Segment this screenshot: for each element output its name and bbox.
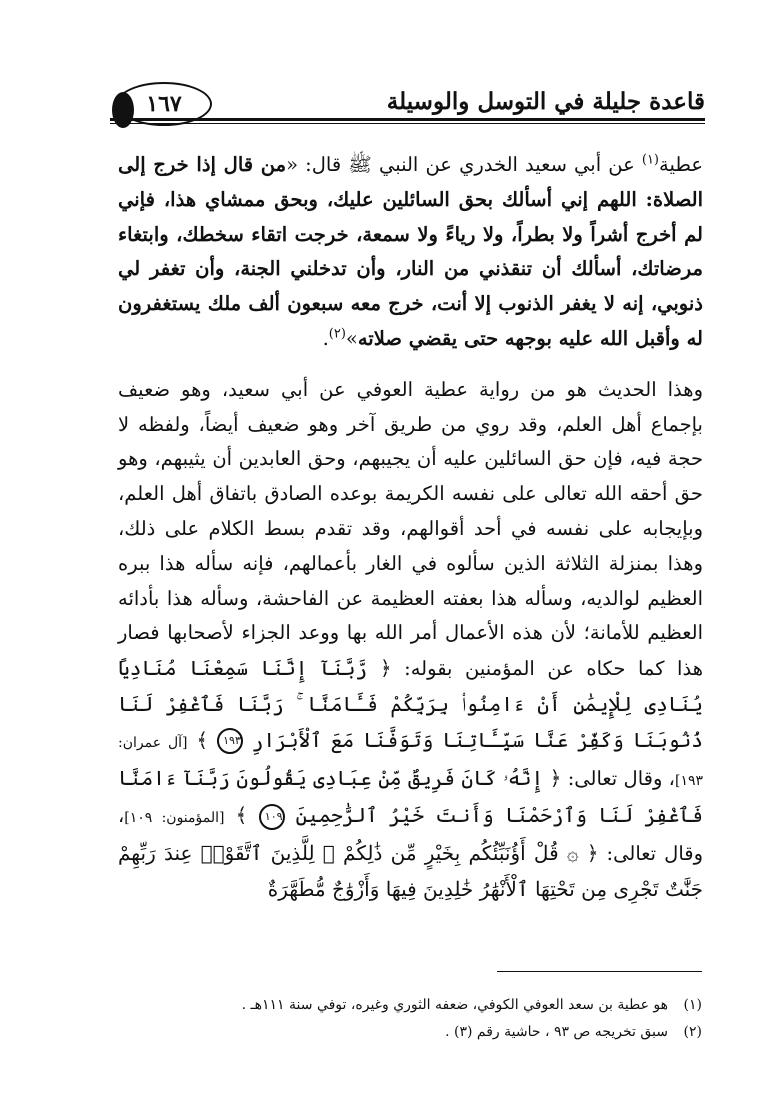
header-rule: [110, 118, 705, 121]
footnote-number: (١): [683, 997, 702, 1013]
paragraph-commentary: [118, 373, 703, 908]
hadith-text: من قال إذا خرج إلى الصلاة: اللهم إني أسألك بحق السائلين عليك، وبحق ممشاي هذا، فإني لم أخرج أشراً ولا بطراً، ولا رياءً ولا سمعة، خرجت اتقاء سخطك، وابتغاء مرضاتك، أسألك أن تنقذني من النار، وأن تدخلني الجنة، وأن تغفر لي ذنوبي، إنه لا يغفر الذنوب إلا أنت، خرج معه سبعون ألف ملك يستغفرون له وأقبل الله عليه بوجهه حتى يقضي صلاته: [118, 153, 703, 350]
text-lead: عطية: [659, 153, 703, 176]
footnote-marker-1: (١): [641, 152, 659, 168]
footnote-separator: [497, 971, 702, 972]
quran-verse-3: ﴿ ۞ قُلْ أَؤُنَبِّئُكُم بِخَيْرٍ مِّن ذَٰلِكُمْ ۚ لِلَّذِينَ ٱتَّقَوْا۟ عِندَ رَبِّهِمْ جَنَّٰتٌ تَجْرِى مِن تَحْتِهَا ٱلْأَنْهَٰرُ خَٰلِدِينَ فِيهَا وَأَزْوَٰجٌ مُّطَهَّرَةٌ: [118, 841, 703, 901]
main-text: [118, 148, 703, 908]
footnote-1: [117, 992, 702, 1019]
paragraph-hadith: [118, 148, 703, 357]
quran-close-1: ﴾: [187, 727, 217, 752]
verse-reference-1: [آل عمران: ١٩٣]: [118, 734, 704, 789]
footnote-number: (٢): [683, 1024, 702, 1040]
ayah-number-1: ١٩٣: [217, 728, 243, 754]
header-rule-thin: [110, 123, 705, 124]
verse-reference-2: [المؤمنون: ١٠٩]: [124, 810, 225, 827]
footnote-marker-2: (٢): [328, 326, 346, 342]
quran-verse-2: ﴿ إِنَّهُۥ كَانَ فَرِيقٌ مِّنْ عِبَادِى يَقُولُونَ رَبَّنَآ ءَامَنَّا فَٱغْفِرْ لَنَا وَٱرْحَمْنَا وَأَنتَ خَيْرُ ٱلرَّٰحِمِينَ: [118, 765, 703, 828]
connector-1: ، وقال تعالى:: [561, 766, 675, 790]
connector-2: ، وقال تعالى:: [118, 804, 703, 866]
quran-verse-1: ﴿ رَّبَّنَآ إِنَّنَا سَمِعْنَا مُنَادِيًا يُنَادِى لِلْإِيمَٰنِ أَنْ ءَامِنُوا۟ بِرَبِّكُمْ فَـَٔامَنَّا ۚ رَبَّنَا فَٱغْفِرْ لَنَا ذُنُوبَنَا وَكَفِّرْ عَنَّا سَيِّـَٔاتِنَا وَتَوَفَّنَا مَعَ ٱلْأَبْرَارِ: [118, 656, 703, 752]
page-header: [110, 72, 705, 132]
footnotes: [117, 992, 702, 1046]
footnote-2: [117, 1019, 702, 1046]
quote-close: »: [345, 326, 358, 350]
footnote-text: هو عطية بن سعد العوفي الكوفي، ضعفه الثوري وغيره، توفي سنة ١١١هـ .: [241, 997, 668, 1013]
footnote-text: سبق تخريجه ص ٩٣ ، حاشية رقم (٣) .: [445, 1024, 668, 1040]
text-intro: عن أبي سعيد الخدري عن النبي ﷺ قال: «: [286, 153, 642, 176]
running-title: قاعدة جليلة في التوسل والوسيلة: [386, 88, 705, 115]
ayah-number-2: ١٠٩: [259, 804, 285, 830]
page-number: ١٦٧: [146, 91, 182, 117]
quran-close-2: ﴾: [224, 803, 259, 828]
text-end: .: [322, 326, 329, 350]
commentary-text: وهذا الحديث هو من رواية عطية العوفي عن أبي سعيد، وهو ضعيف بإجماع أهل العلم، وقد روي من طريق آخر وهو ضعيف أيضاً، ولفظه لا حجة فيه، فإن حق السائلين عليه أن يجيبهم، وحق العابدين أن يثيبهم، وهو حق أحقه الله تعالى على نفسه الكريمة بوعده الصادق باتفاق أهل العلم، وبإيجابه على نفسه في أحد أقوالهم، وقد تقدم بسط الكلام على ذلك، وهذا بمنزلة الثلاثة الذين سألوه في الغار بأعمالهم، فإنه سأله هذا ببره العظيم لوالديه، وسأله هذا بعفته العظيمة عن الفاحشة، وسأله هذا بأدائه العظيم للأمانة؛ لأن هذه الأعمال أمر الله بها ووعد الجزاء لأصحابها فصار هذا كما حكاه عن المؤمنين بقوله:: [118, 377, 703, 681]
